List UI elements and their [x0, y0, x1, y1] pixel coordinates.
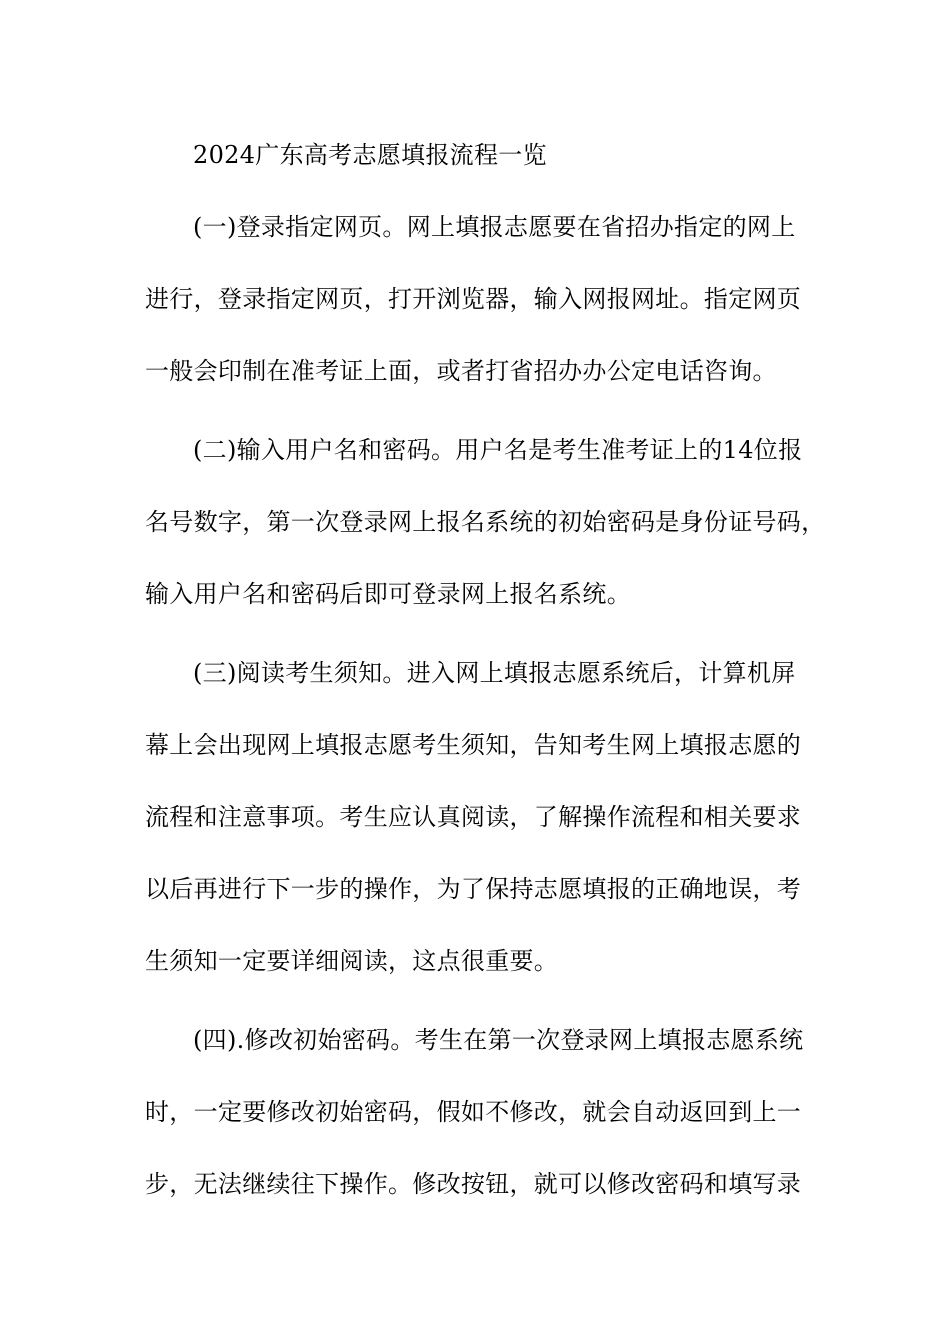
- document-title: 2024广东高考志愿填报流程一览: [193, 141, 547, 169]
- paragraph-2-line-1: (二)输入用户名和密码。用户名是考生准考证上的14位报: [193, 436, 803, 464]
- paragraph-3-line-3: 流程和注意事项。考生应认真阅读，了解操作流程和相关要求: [145, 803, 802, 831]
- paragraph-3-line-5: 生须知一定要详细阅读，这点很重要。: [145, 947, 559, 975]
- paragraph-3-line-2: 幕上会出现网上填报志愿考生须知，告知考生网上填报志愿的: [145, 731, 802, 759]
- paragraph-2-line-3: 输入用户名和密码后即可登录网上报名系统。: [145, 580, 631, 608]
- paragraph-3-line-4: 以后再进行下一步的操作，为了保持志愿填报的正确地误，考: [145, 875, 802, 903]
- paragraph-1-line-1: (一)登录指定网页。网上填报志愿要在省招办指定的网上: [193, 213, 796, 241]
- paragraph-4-line-2: 时，一定要修改初始密码，假如不修改，就会自动返回到上一: [145, 1098, 802, 1126]
- paragraph-1-line-2: 进行，登录指定网页，打开浏览器，输入网报网址。指定网页: [145, 285, 802, 313]
- paragraph-4-line-3: 步，无法继续往下操作。修改按钮，就可以修改密码和填写录: [145, 1170, 802, 1198]
- paragraph-4-line-1: (四).修改初始密码。考生在第一次登录网上填报志愿系统: [193, 1026, 804, 1054]
- paragraph-2-line-2: 名号数字，第一次登录网上报名系统的初始密码是身份证号码，: [145, 508, 826, 536]
- paragraph-3-line-1: (三)阅读考生须知。进入网上填报志愿系统后，计算机屏: [193, 659, 796, 687]
- paragraph-1-line-3: 一般会印制在准考证上面，或者打省招办办公定电话咨询。: [145, 357, 777, 385]
